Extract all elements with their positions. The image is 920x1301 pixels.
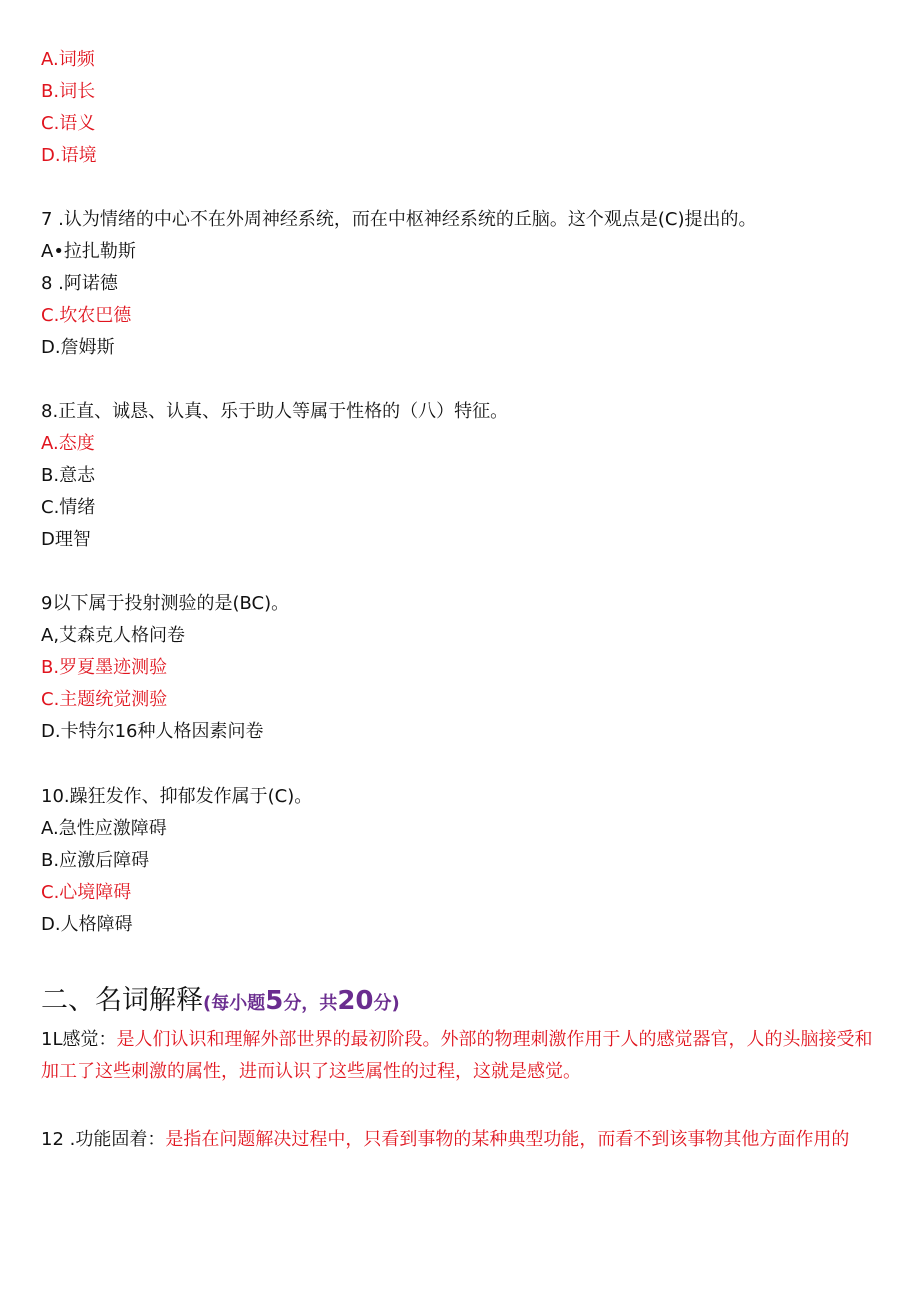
q8-option-d: D理智: [41, 529, 91, 550]
q8-option-c: C.情绪: [41, 497, 96, 518]
q9-stem: 9以下属于投射测验的是(BC)。: [41, 593, 290, 614]
q7-option-d: D.詹姆斯: [41, 337, 115, 358]
q6-option-d: D.语境: [41, 145, 97, 166]
section-scoring-note: (每小题5分，共20分): [203, 986, 400, 1016]
q10-option-c: C.心境障碍: [41, 882, 132, 903]
q9-option-d: D.卡特尔16种人格因素问卷: [41, 721, 264, 742]
q9-option-a: A,艾森克人格问卷: [41, 625, 186, 646]
q7-stem: 7 .认为情绪的中心不在外周神经系统，而在中枢神经系统的丘脑。这个观点是(C)提出的。: [41, 209, 757, 230]
q9-option-b: B.罗夏墨迹测验: [41, 657, 168, 678]
q12-definition: 是指在问题解决过程中，只看到事物的某种典型功能，而看不到该事物其他方面作用的: [165, 1129, 850, 1150]
q7-option-a: A•拉扎勒斯: [41, 241, 136, 262]
q9-option-c: C.主题统觉测验: [41, 689, 168, 710]
q10-option-a: A.急性应激障碍: [41, 818, 167, 839]
q10-option-d: D.人格障碍: [41, 914, 133, 935]
q7-option-b: 8 .阿诺德: [41, 273, 118, 294]
q6-option-b: B.词长: [41, 81, 96, 102]
section-heading: [41, 983, 400, 1022]
q8-stem: 8.正直、诚恳、认真、乐于助人等属于性格的（八）特征。: [41, 401, 509, 422]
q11-definition: 是人们认识和理解外部世界的最初阶段。外部的物理刺激作用于人的感觉器官，人的头脑接受和加工了这些刺激的属性，进而认识了这些属性的过程，这就是感觉。: [41, 1029, 873, 1082]
q6-option-a: A.词频: [41, 49, 95, 70]
q11-definition-paragraph: [41, 1024, 881, 1088]
q8-option-a: A.态度: [41, 433, 95, 454]
q10-option-b: B.应激后障碍: [41, 850, 150, 871]
q11-term: 1L感觉：: [41, 1029, 117, 1050]
q12-term: 12 .功能固着：: [41, 1129, 166, 1150]
q6-option-c: C.语义: [41, 113, 96, 134]
q12-definition-paragraph: [41, 1124, 881, 1156]
q7-option-c: C.坎农巴德: [41, 305, 132, 326]
q10-stem: 10.躁狂发作、抑郁发作属于(C)。: [41, 786, 313, 807]
section-title: 二、名词解释: [41, 985, 203, 1016]
q8-option-b: B.意志: [41, 465, 96, 486]
